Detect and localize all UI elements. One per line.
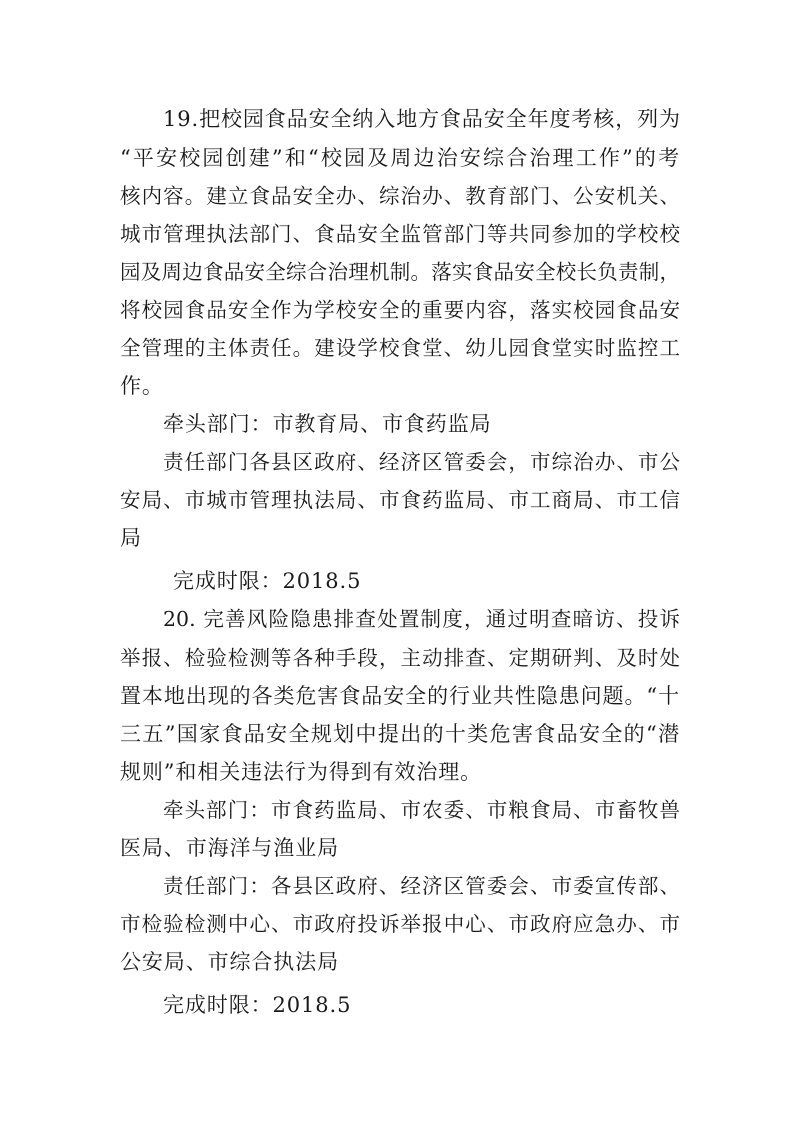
item20-lead-line-1: 牵头部门：市食药监局、市农委、市粮食局、市畜牧兽 bbox=[163, 798, 680, 822]
item20-responsible-line-3: 公安局、市综合执法局 bbox=[120, 950, 339, 974]
item19-responsible-line-2: 安局、市城市管理执法局、市食药监局、市工商局、市工信 bbox=[120, 488, 680, 512]
item20-responsible-line-1: 责任部门：各县区政府、经济区管委会、市委宣传部、 bbox=[163, 874, 680, 898]
item20-line-5: 规则”和相关违法行为得到有效治理。 bbox=[120, 760, 483, 784]
item20-deadline: 完成时限：2018.5 bbox=[163, 993, 352, 1017]
item19-line-7: 全管理的主体责任。建设学校食堂、幼儿园食堂实时监控工 bbox=[120, 336, 680, 360]
item20-line-1: 20. 完善风险隐患排查处置制度，通过明查暗访、投诉 bbox=[163, 607, 680, 631]
item20-line-3: 置本地出现的各类危害食品安全的行业共性隐患问题。“十 bbox=[120, 684, 680, 708]
item19-line-3: 核内容。建立食品安全办、综治办、教育部门、公安机关、 bbox=[120, 184, 680, 208]
item19-line-6: 将校园食品安全作为学校安全的重要内容，落实校园食品安 bbox=[120, 298, 680, 322]
item20-line-4: 三五”国家食品安全规划中提出的十类危害食品安全的“潜 bbox=[120, 722, 680, 746]
item20-lead-line-2: 医局、市海洋与渔业局 bbox=[120, 836, 339, 860]
item19-line-1: 19.把校园食品安全纳入地方食品安全年度考核，列为 bbox=[163, 107, 681, 131]
item19-lead-departments: 牵头部门：市教育局、市食药监局 bbox=[163, 412, 492, 436]
item20-responsible-line-2: 市检验检测中心、市政府投诉举报中心、市政府应急办、市 bbox=[120, 912, 680, 936]
item19-line-4: 城市管理执法部门、食品安全监管部门等共同参加的学校校 bbox=[120, 222, 680, 246]
item19-line-8: 作。 bbox=[120, 374, 164, 398]
item19-line-2: “平安校园创建”和“校园及周边治安综合治理工作”的考 bbox=[120, 146, 680, 170]
item20-line-2: 举报、检验检测等各种手段，主动排查、定期研判、及时处 bbox=[120, 646, 680, 670]
item19-deadline: 完成时限：2018.5 bbox=[173, 569, 362, 593]
item19-line-5: 园及周边食品安全综合治理机制。落实食品安全校长负责制， bbox=[120, 260, 680, 284]
item19-responsible-line-3: 局 bbox=[120, 526, 142, 550]
item19-responsible-line-1: 责任部门各县区政府、经济区管委会，市综治办、市公 bbox=[163, 450, 680, 474]
